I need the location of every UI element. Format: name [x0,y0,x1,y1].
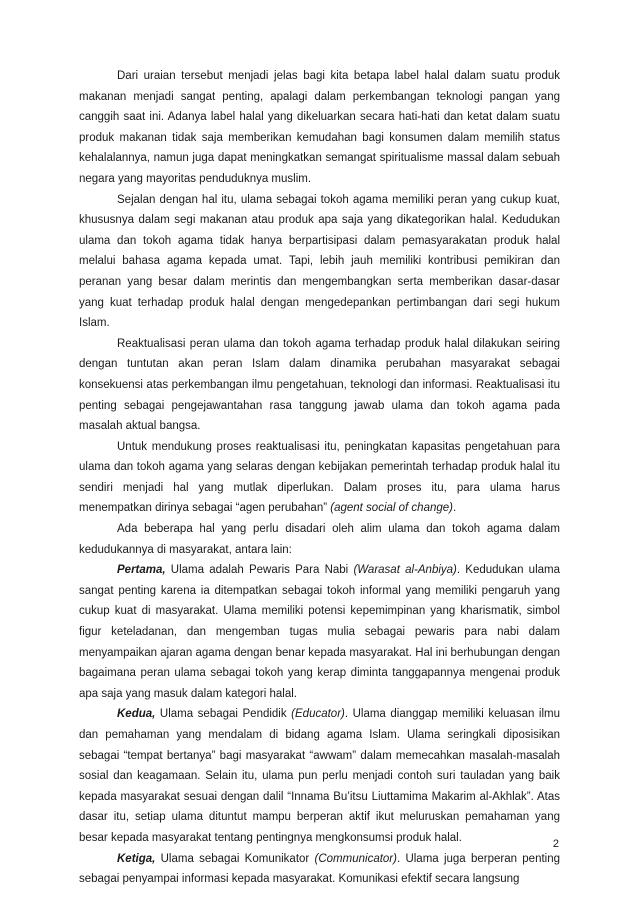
paragraph-pertama-text: Ulama adalah Pewaris Para Nabi [165,564,354,577]
paragraph-ketiga [79,849,560,890]
paragraph-3-text: Reaktualisasi peran ulama dan tokoh agama terhadap produk halal dilakukan seiring dengan tuntutan akan peran Islam dalam dinamika perubahan masyarakat sebagai konsekuensi atas perkembangan ilmu pengetahuan, teknologi dan informasi. Reaktualisasi itu penting sebagai pengejawantahan rasa tanggung jawab ulama dan tokoh agama pada masalah aktual bangsa. [79,337,560,433]
paragraph-2-text: Sejalan dengan hal itu, ulama sebagai tokoh agama memiliki peran yang cukup kuat, khususnya dalam segi makanan atau produk apa saja yang dikategorikan halal. Kedudukan ulama dan tokoh agama tidak hanya berpartisipasi dalam pemasyarakatan produk halal melalui bahasa agama kepada umat. Tapi, lebih jauh memiliki kontribusi pemikiran dan peranan yang besar dalam merintis dan mengembangkan serta memberikan dasar-dasar yang kuat terhadap produk halal dengan mengedepankan pertimbangan dari segi hukum Islam. [79,193,560,330]
paragraph-1 [79,66,560,190]
paragraph-4-italic-term: (agent social of change) [330,502,453,515]
paragraph-pertama [79,560,560,704]
paragraph-4-text: Untuk mendukung proses reaktualisasi itu, peningkatan kapasitas pengetahuan para ulama dan tokoh agama yang selaras dengan kebijakan pemerintah terhadap produk halal itu sendiri menjadi hal yang mutlak diperlukan. Dalam proses itu, para ulama harus menempatkan dirinya sebagai “agen perubahan” [79,440,560,515]
paragraph-ketiga-lead: Ketiga, [117,852,156,865]
paragraph-ketiga-text-end: . Ulama juga berperan penting sebagai penyampai informasi kepada masyarakat. Komunikasi efektif secara langsung [79,852,560,886]
paragraph-kedua-lead: Kedua, [117,708,156,721]
paragraph-ketiga-italic-term: (Communicator) [314,852,397,865]
paragraph-pertama-text-end: . Kedudukan ulama sangat penting karena ia ditempatkan sebagai tokoh informal yang memiliki pengaruh yang cukup kuat di masyarakat. Ulama memiliki potensi kepemimpinan yang kharismatik, simbol figur keteladanan, dan mengemban tugas mulia sebagai pewaris para nabi dalam menyampaikan ajaran agama dengan benar kepada masyarakat. Hal ini berhubungan dengan bagaimana peran ulama sebagai tokoh yang kerap diminta tanggapannya mengenai produk apa saja yang masuk dalam kategori halal. [79,564,560,700]
paragraph-ketiga-text: Ulama sebagai Komunikator [155,852,315,865]
paragraph-pertama-italic-term: (Warasat al-Anbiya) [353,564,457,577]
paragraph-pertama-lead: Pertama, [117,564,166,577]
paragraph-3 [79,334,560,437]
paragraph-kedua-italic-term: (Educator) [291,708,345,721]
paragraph-kedua-text: Ulama sebagai Pendidik [155,708,292,721]
paragraph-5-text: Ada beberapa hal yang perlu disadari oleh alim ulama dan tokoh agama dalam kedudukannya di masyarakat, antara lain: [79,523,560,556]
page-number: 2 [552,838,559,850]
paragraph-4-text-end: . [453,502,457,515]
paragraph-4 [79,437,560,519]
paragraph-kedua-text-end: . Ulama dianggap memiliki keluasan ilmu dan pemahaman yang mendalam di bidang agama Islam. Ulama seringkali diposisikan sebagai “tempat bertanya” bagi masyarakat “awwam” dalam memecahkan masalah-masalah sosial dan keagamaan. Selain itu, ulama pun perlu menjadi contoh suri tauladan yang baik kepada masyarakat sesuai dengan dalil “Innama Bu’itsu Liuttamima Makarim al-Akhlak”. Atas dasar itu, setiap ulama dituntut mampu berperan aktif ikut meluruskan pemahaman yang besar kepada masyarakat tentang pentingnya mengkonsumsi produk halal. [79,708,560,844]
document-body [79,66,560,890]
paragraph-2 [79,190,560,334]
paragraph-1-text: Dari uraian tersebut menjadi jelas bagi kita betapa label halal dalam suatu produk makanan menjadi sangat penting, apalagi dalam perkembangan teknologi pangan yang canggih saat ini. Adanya label halal yang dikeluarkan secara hati-hati dan ketat dalam suatu produk makanan tidak saja memberikan kemudahan bagi konsumen dalam memilih status kehalalannya, namun juga dapat meningkatkan semangat spiritualisme massal dalam sebuah negara yang mayoritas penduduknya muslim. [79,70,560,185]
paragraph-5 [79,519,560,560]
paragraph-kedua [79,704,560,848]
